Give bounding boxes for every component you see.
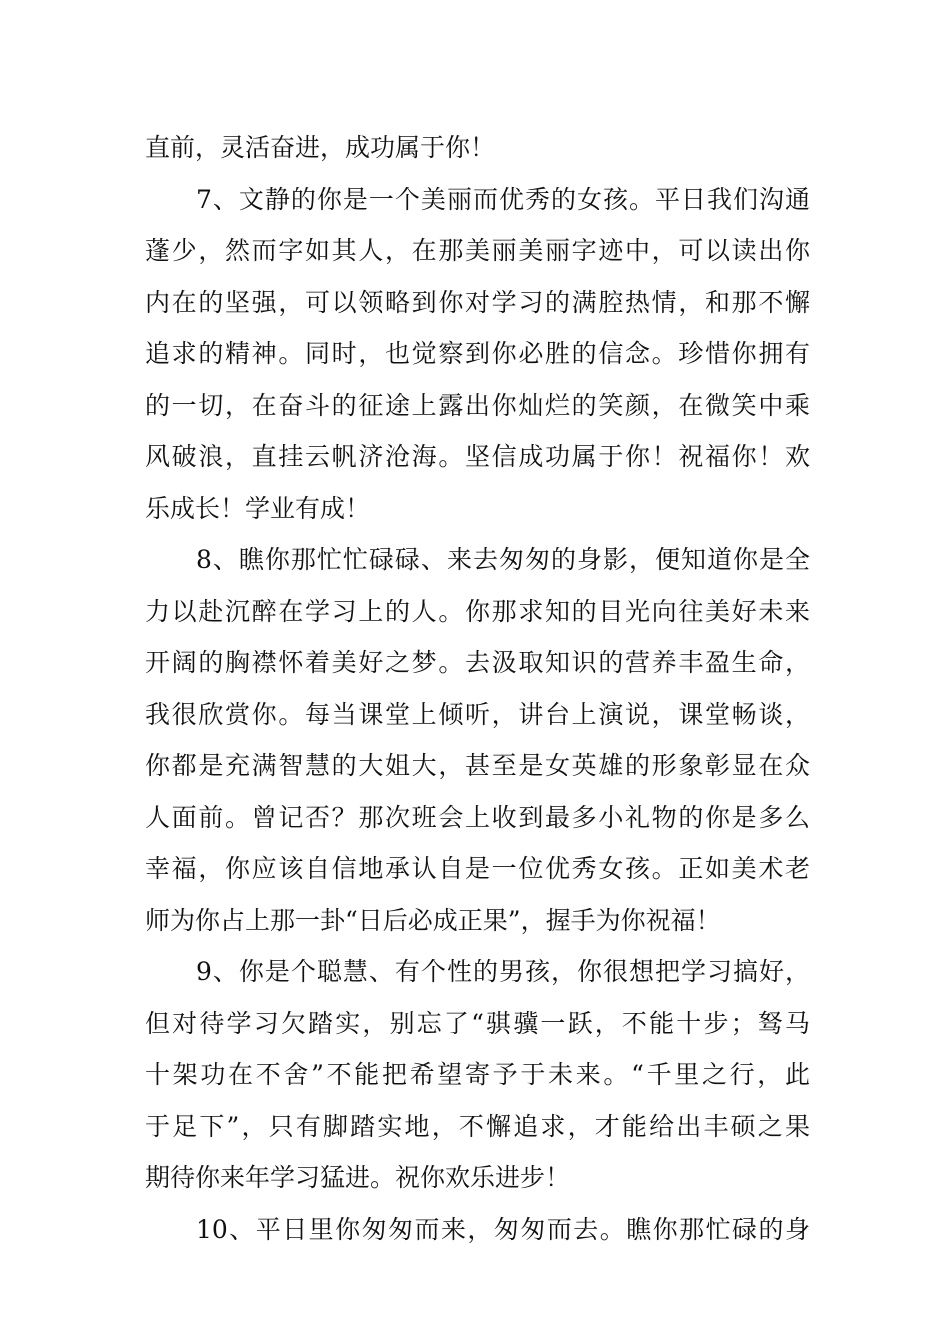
paragraph-8-line-1: 8、瞧你那忙忙碌碌、来去匆匆的身影，便知道你是全 <box>196 545 810 574</box>
paragraph-8-line-6: 人面前。曾记否？那次班会上收到最多小礼物的你是多么 <box>145 803 810 832</box>
paragraph-7-line-6: 风破浪，直挂云帆济沧海。坚信成功属于你！祝福你！欢 <box>145 442 810 471</box>
paragraph-8-line-2: 力以赴沉醉在学习上的人。你那求知的目光向往美好未来 <box>145 597 810 626</box>
paragraph-8-line-8: 师为你占上那一卦“日后必成正果”，握手为你祝福！ <box>145 906 721 935</box>
paragraph-7-line-4: 追求的精神。同时，也觉察到你必胜的信念。珍惜你拥有 <box>145 339 810 368</box>
paragraph-9-line-5: 期待你来年学习猛进。祝你欢乐进步！ <box>145 1163 571 1192</box>
paragraph-7-line-7: 乐成长！学业有成！ <box>145 494 371 523</box>
paragraph-7-line-5: 的一切，在奋斗的征途上露出你灿烂的笑颜，在微笑中乘 <box>145 391 810 420</box>
paragraph-8-line-5: 你都是充满智慧的大姐大，甚至是女英雄的形象彰显在众 <box>145 751 810 780</box>
paragraph-9-line-1: 9、你是个聪慧、有个性的男孩，你很想把学习搞好， <box>196 957 810 986</box>
paragraph-7-line-3: 内在的坚强，可以领略到你对学习的满腔热情，和那不懈 <box>145 288 810 317</box>
paragraph-7-line-1: 7、文静的你是一个美丽而优秀的女孩。平日我们沟通 <box>196 185 810 214</box>
paragraph-8-line-3: 开阔的胸襟怀着美好之梦。去汲取知识的营养丰盈生命， <box>145 648 810 677</box>
paragraph-9-line-3: 十架功在不舍”不能把希望寄予于未来。“千里之行，此 <box>145 1060 810 1089</box>
paragraph-8-line-4: 我很欣赏你。每当课堂上倾听，讲台上演说，课堂畅谈， <box>145 700 810 729</box>
paragraph-8-line-7: 幸福，你应该自信地承认自是一位优秀女孩。正如美术老 <box>145 854 810 883</box>
paragraph-7-line-2: 蓬少，然而字如其人，在那美丽美丽字迹中，可以读出你 <box>145 236 810 265</box>
paragraph-9-line-4: 于足下”，只有脚踏实地，不懈追求，才能给出丰硕之果 <box>145 1112 810 1141</box>
paragraph-6-tail-line-1: 直前，灵活奋进，成功属于你！ <box>145 133 496 162</box>
paragraph-10-line-1: 10、平日里你匆匆而来，匆匆而去。瞧你那忙碌的身 <box>196 1215 810 1244</box>
paragraph-9-line-2: 但对待学习欠踏实，别忘了“骐骥一跃，不能十步；驽马 <box>145 1009 810 1038</box>
